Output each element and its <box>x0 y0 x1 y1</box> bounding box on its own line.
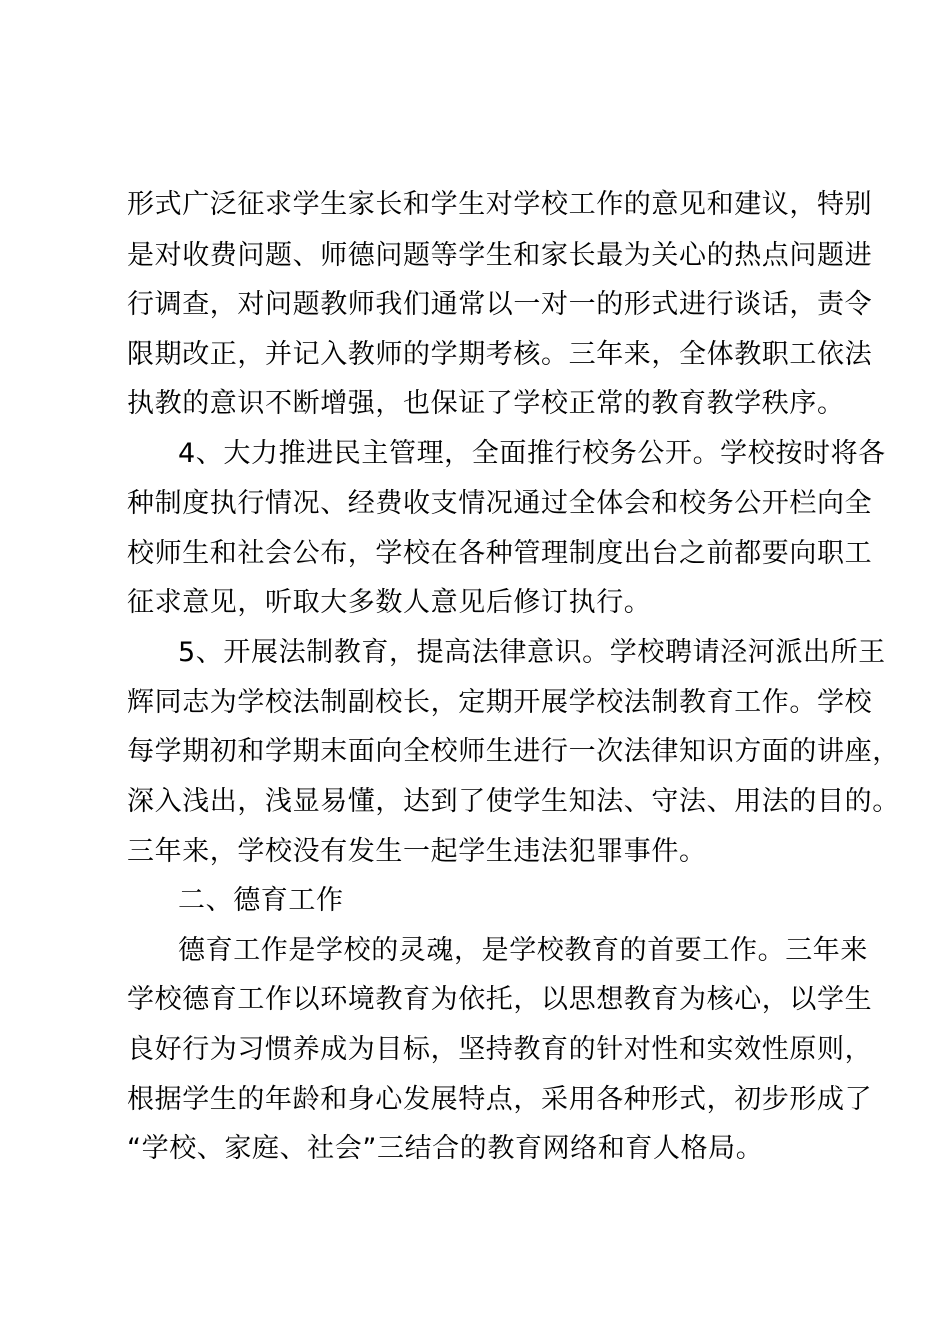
text-line: 根据学生的年龄和身心发展特点，采用各种形式，初步形成了 <box>127 1084 873 1115</box>
text-line: 学校德育工作以环境教育为依托，以思想教育为核心，以学生 <box>127 984 873 1015</box>
text-line: 种制度执行情况、经费收支情况通过全体会和校务公开栏向全 <box>127 488 873 519</box>
text-line: 辉同志为学校法制副校长，定期开展学校法制教育工作。学校 <box>127 687 873 718</box>
text-line: 形式广泛征求学生家长和学生对学校工作的意见和建议，特别 <box>127 189 873 220</box>
text-line: 征求意见，听取大多数人意见后修订执行。 <box>127 587 652 618</box>
text-line: 行调查，对问题教师我们通常以一对一的形式进行谈话，责令 <box>127 289 873 320</box>
paragraph-start-line: 德育工作是学校的灵魂，是学校教育的首要工作。三年来 <box>178 935 868 966</box>
text-line: 执教的意识不断增强，也保证了学校正常的教育教学秩序。 <box>127 388 845 419</box>
paragraph-start-line: 4、大力推进民主管理，全面推行校务公开。学校按时将各 <box>178 438 886 469</box>
text-line: 是对收费问题、师德问题等学生和家长最为关心的热点问题进 <box>127 240 873 271</box>
text-line: 三年来，学校没有发生一起学生违法犯罪事件。 <box>127 836 707 867</box>
text-line: 每学期初和学期末面向全校师生进行一次法律知识方面的讲座， <box>127 736 900 767</box>
paragraph-start-line: 5、开展法制教育，提高法律意识。学校聘请泾河派出所王 <box>178 637 886 668</box>
text-line: 深入浅出，浅显易懂，达到了使学生知法、守法、用法的目的。 <box>127 786 900 817</box>
text-line: 良好行为习惯养成为目标，坚持教育的针对性和实效性原则， <box>127 1034 873 1065</box>
section-heading: 二、德育工作 <box>178 885 344 916</box>
text-line: 限期改正，并记入教师的学期考核。三年来，全体教职工依法 <box>127 339 873 370</box>
text-line: 校师生和社会公布，学校在各种管理制度出台之前都要向职工 <box>127 538 873 569</box>
text-line: “学校、家庭、社会”三结合的教育网络和育人格局。 <box>127 1133 764 1164</box>
